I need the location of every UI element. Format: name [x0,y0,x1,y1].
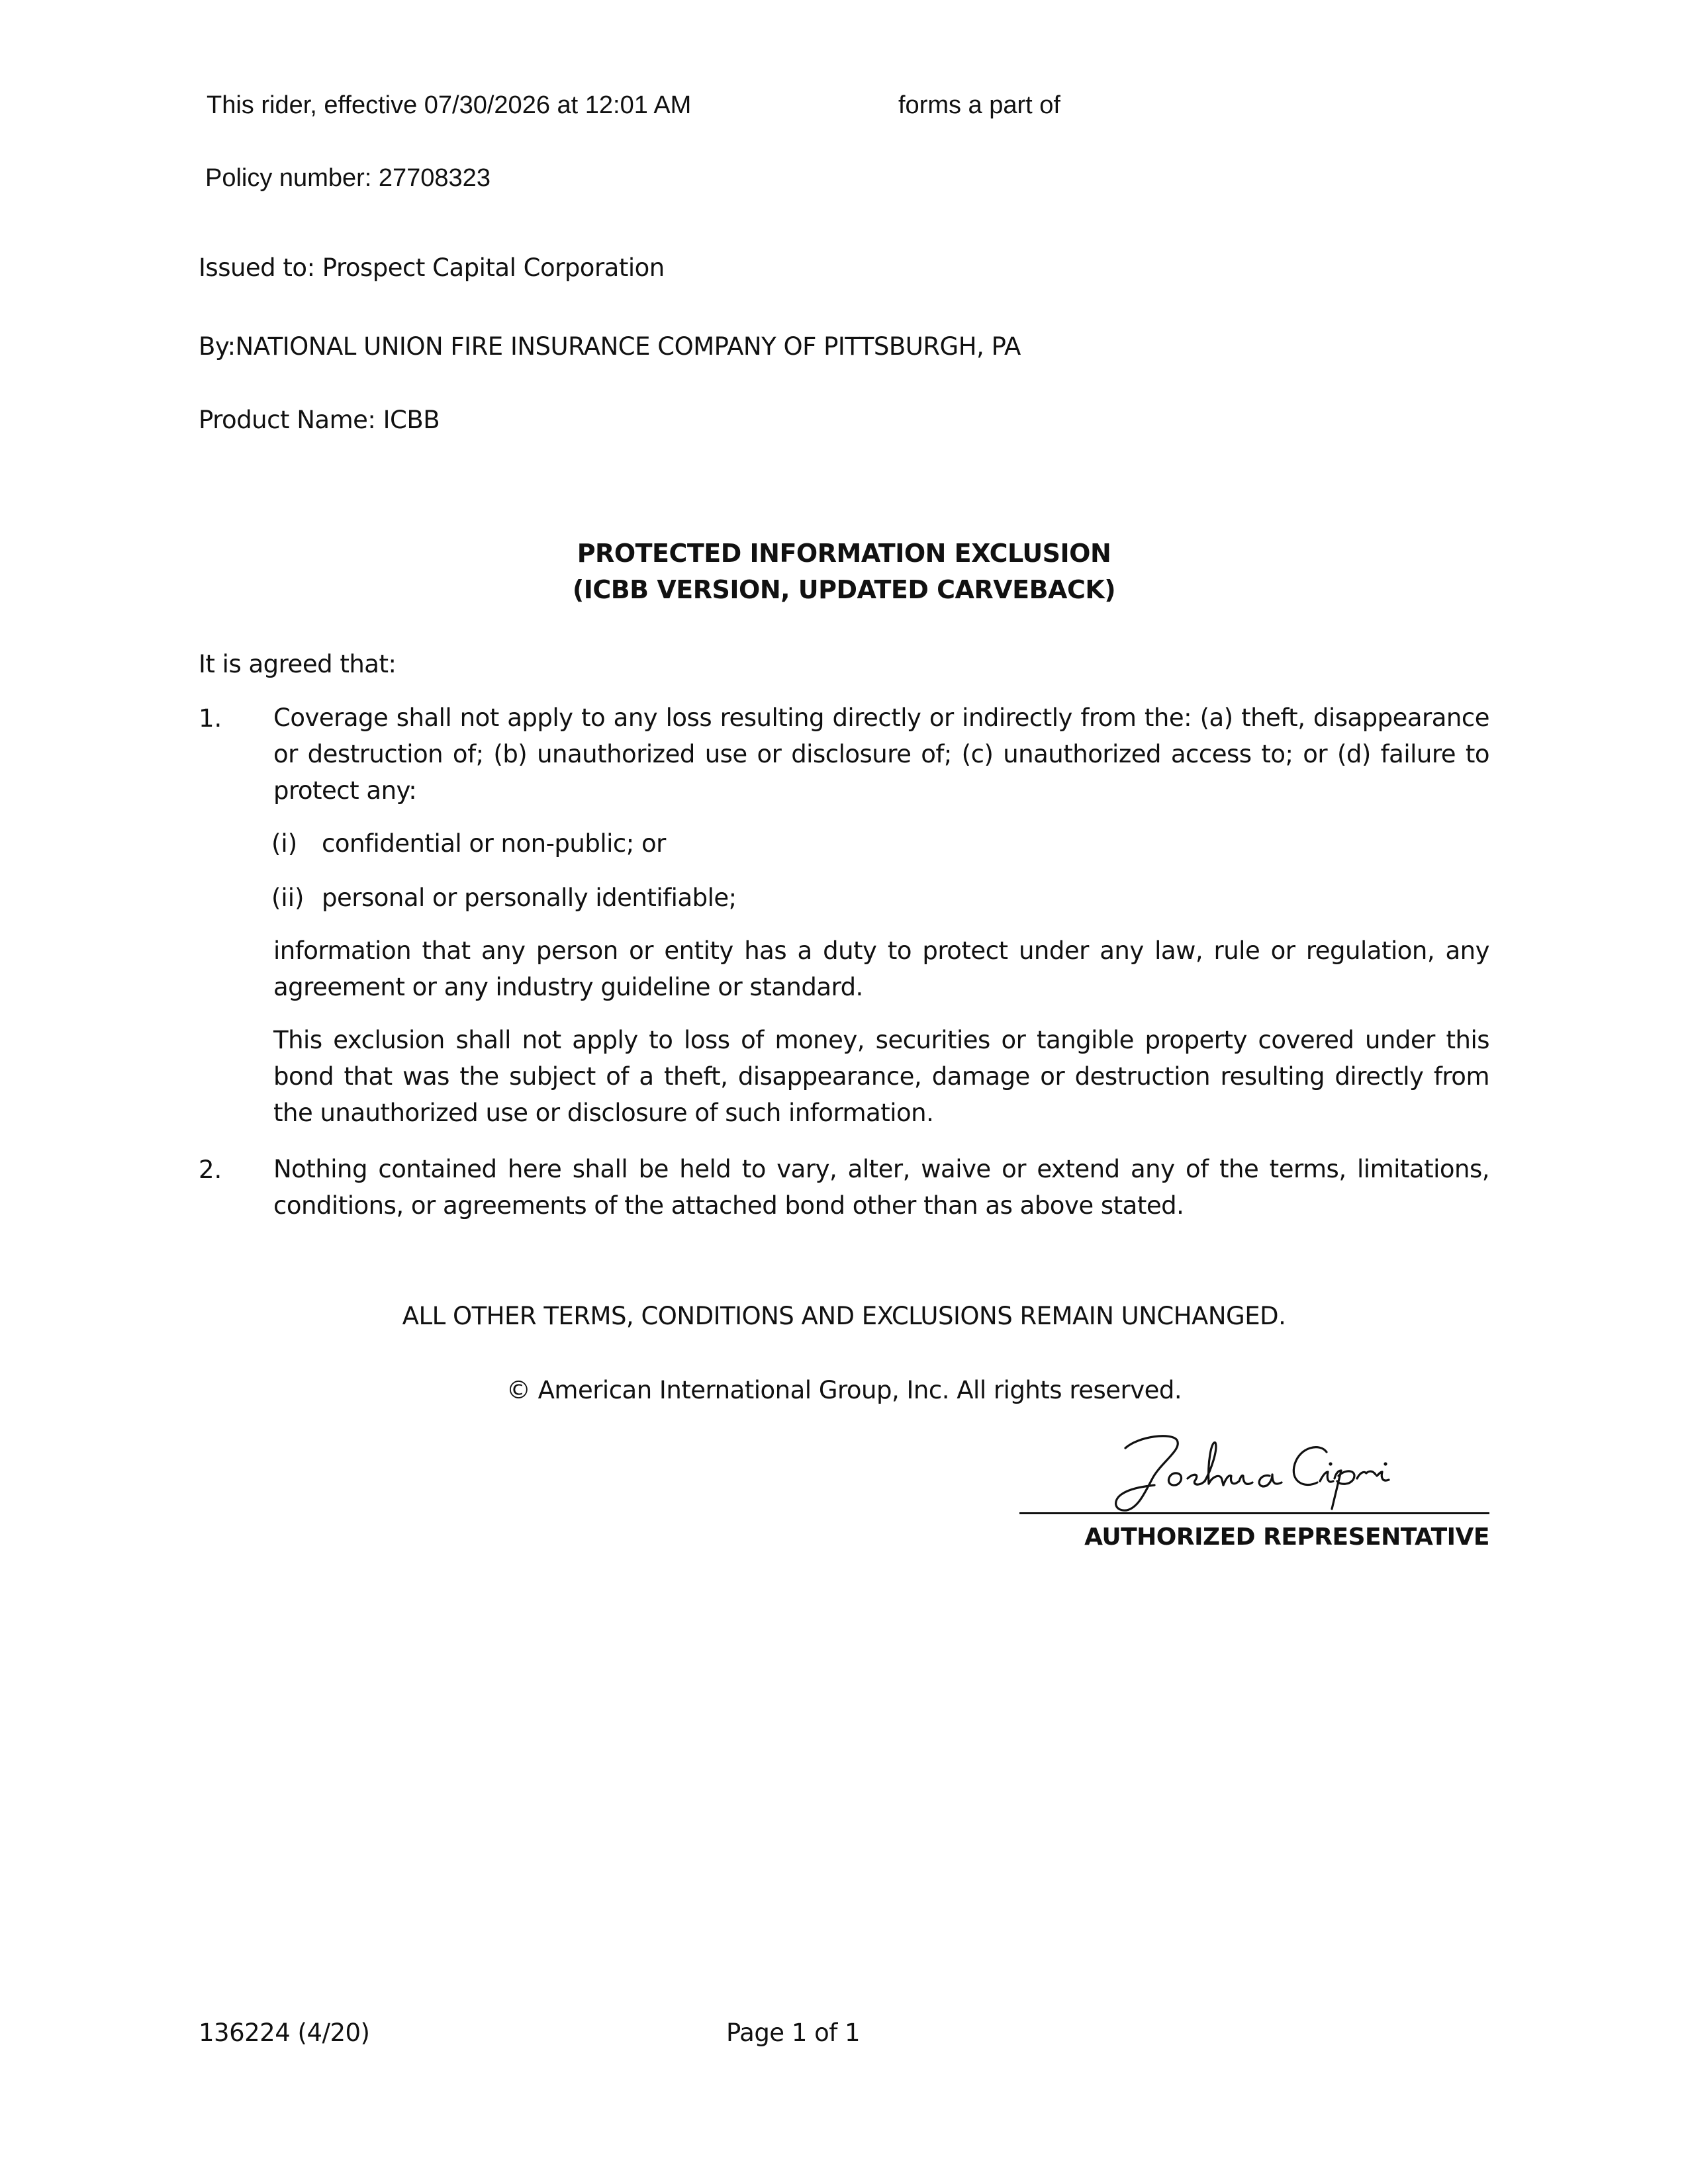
page-indicator: Page 1 of 1 [726,2019,861,2047]
signature-line [1019,1512,1489,1514]
intro-text: It is agreed that: [199,650,397,678]
copyright-notice: © American International Group, Inc. All rights reserved. [506,1376,1182,1404]
signature-label: AUTHORIZED REPRESENTATIVE [1084,1524,1489,1551]
item-1-text: Coverage shall not apply to any loss resulting directly or indirectly from the: (a) theft, disappearance or destruction of; (b) unauthorized use or disclosure of; (c) unauthorized access to; or (d) failure to protect any: [273,704,1489,805]
issuing-company: By:NATIONAL UNION FIRE INSURANCE COMPANY OF PITTSBURGH, PA [199,332,1021,361]
issued-to: Issued to: Prospect Capital Corporation [199,253,665,282]
item-1-number: 1. [199,704,222,733]
policy-number: Policy number: 27708323 [205,164,491,192]
document-subtitle: (ICBB VERSION, UPDATED CARVEBACK) [572,575,1116,604]
form-number: 136224 (4/20) [199,2019,370,2047]
terms-unchanged-statement: ALL OTHER TERMS, CONDITIONS AND EXCLUSIONS REMAIN UNCHANGED. [402,1302,1286,1330]
sub-item-i-text: confidential or non-public; or [322,829,666,858]
sub-item-ii-text: personal or personally identifiable; [322,884,737,912]
sub-item-ii-label: (ii) [271,884,305,912]
document-title: PROTECTED INFORMATION EXCLUSION [577,539,1111,568]
rider-effective-line: This rider, effective 07/30/2026 at 12:01 AM [207,91,692,119]
forms-part-of: forms a part of [898,91,1060,119]
handwritten-signature [1099,1423,1403,1516]
item-2-number: 2. [199,1156,222,1184]
product-name: Product Name: ICBB [199,406,440,434]
item-1-carveback: This exclusion shall not apply to loss of money, securities or tangible property covered under this bond that was the subject of a theft, disappearance, damage or destruction resulting directly from the unauthorized use or disclosure of such information. [273,1026,1489,1127]
item-1-continuation: information that any person or entity has a duty to protect under any law, rule or regulation, any agreement or any industry guideline or standard. [273,936,1489,1001]
item-2-text: Nothing contained here shall be held to vary, alter, waive or extend any of the terms, limitations, conditions, or agreements of the attached bond other than as above stated. [273,1155,1489,1220]
sub-item-i-label: (i) [271,829,298,858]
